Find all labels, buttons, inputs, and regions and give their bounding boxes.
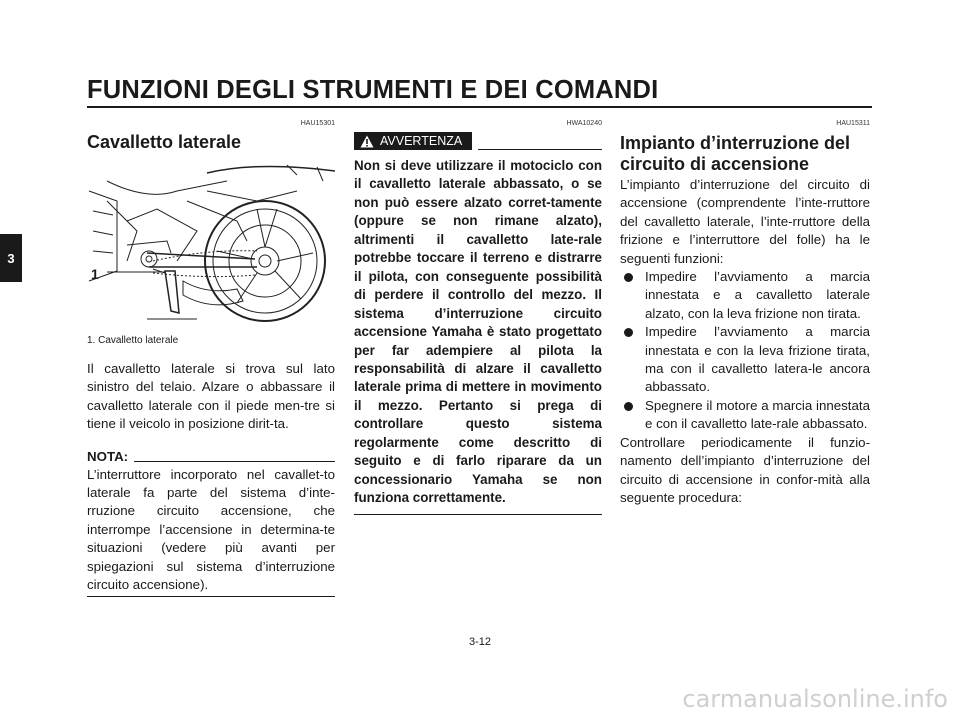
note-heading <box>87 448 335 466</box>
section-code: HAU15301 <box>300 120 335 127</box>
warning-label: AVVERTENZA <box>380 134 463 148</box>
bullet-icon <box>624 273 633 282</box>
bullet-icon <box>624 328 633 337</box>
column-warning <box>354 118 602 515</box>
figure-caption: 1. Cavalletto laterale <box>87 335 179 346</box>
page-header-title: FUNZIONI DEGLI STRUMENTI E DEI COMANDI <box>87 76 659 104</box>
intro-paragraph: L’impianto d’interruzione del circuito di accensione (comprendente l’inte-rruttore del cavalletto laterale, l’inte-rruttore della frizione e l’interruttore del folle) ha le seguenti funzioni: <box>620 177 870 266</box>
bullet-icon <box>624 402 633 411</box>
note-text: L’interruttore incorporato nel cavallet-to laterale fa parte del sistema d’inte-rruzione circuito accensione, che interrompe l’accensione in determina-te situazioni (vedere più avanti per spiegazioni sul sistema d’interruzione circuito accensione). <box>87 466 335 593</box>
page-number: 3-12 <box>468 636 492 648</box>
motorcycle-illustration <box>87 161 335 324</box>
figure-callout-number: 1 <box>91 266 99 282</box>
note-rule <box>134 461 335 462</box>
list-item-text: Spegnere il motore a marcia innestata e con il cavalletto late-rale abbassato. <box>645 397 870 432</box>
section-title: Cavalletto laterale <box>87 132 242 152</box>
warning-end-rule <box>354 514 602 515</box>
warning-text: Non si deve utilizzare il motociclo con il cavalletto laterale abbassato, o se non può essere alzato corret-tamente (oppure se non rimane alzato), altrimenti il cavalletto late-rale potrebbe toccare il terreno e distrarre il pilota, con conseguente possibilità di perdere il controllo del mezzo. Il sistema d’interruzione circuito accensione Yamaha è stato progettato per far adempiere al pilota la responsabilità di alzare il cavalletto laterale prima di mettere in movimento il mezzo. Pertanto si prega di controllare questo sistema regolarmente come descritto di seguito e di farlo riparare da un concessionario Yamaha se non funziona correttamente. <box>354 158 602 506</box>
warning-badge <box>354 132 472 150</box>
warning-rule <box>478 149 602 150</box>
chapter-tab: 3 <box>0 234 22 282</box>
warning-triangle-icon <box>360 135 374 148</box>
list-item <box>620 397 870 434</box>
warning-heading <box>354 132 602 150</box>
list-item-text: Impedire l’avviamento a marcia innestata e con la leva frizione tirata, ma con il cavalletto latera-le ancora abbassato. <box>645 324 870 395</box>
list-item-text: Impedire l’avviamento a marcia innestata e a cavalletto laterale alzato, con la leva frizione non tirata. <box>645 269 870 321</box>
function-list <box>620 268 870 434</box>
warning-code: HWA10240 <box>566 120 602 127</box>
watermark: carmanualsonline.info <box>682 685 948 713</box>
section-title: Impianto d’interruzione del circuito di accensione <box>620 133 851 174</box>
outro-paragraph: Controllare periodicamente il funzio-namento dell’impianto d’interruzione del circuito di accensione in confor-mità alla seguente procedura: <box>620 434 870 505</box>
list-item <box>620 323 870 397</box>
header-rule <box>87 106 872 108</box>
list-item <box>620 268 870 323</box>
note-label: NOTA: <box>87 448 129 464</box>
note-end-rule <box>87 596 335 597</box>
column-ignition-cutoff <box>620 118 870 507</box>
side-stand-paragraph: Il cavalletto laterale si trova sul lato sinistro del telaio. Alzare o abbassare il cavalletto laterale con il piede men-tre si tiene il veicolo in posizione dirit-ta. <box>87 361 335 432</box>
column-side-stand <box>87 118 335 597</box>
side-stand-figure <box>87 161 335 324</box>
section-code: HAU15311 <box>836 120 870 127</box>
